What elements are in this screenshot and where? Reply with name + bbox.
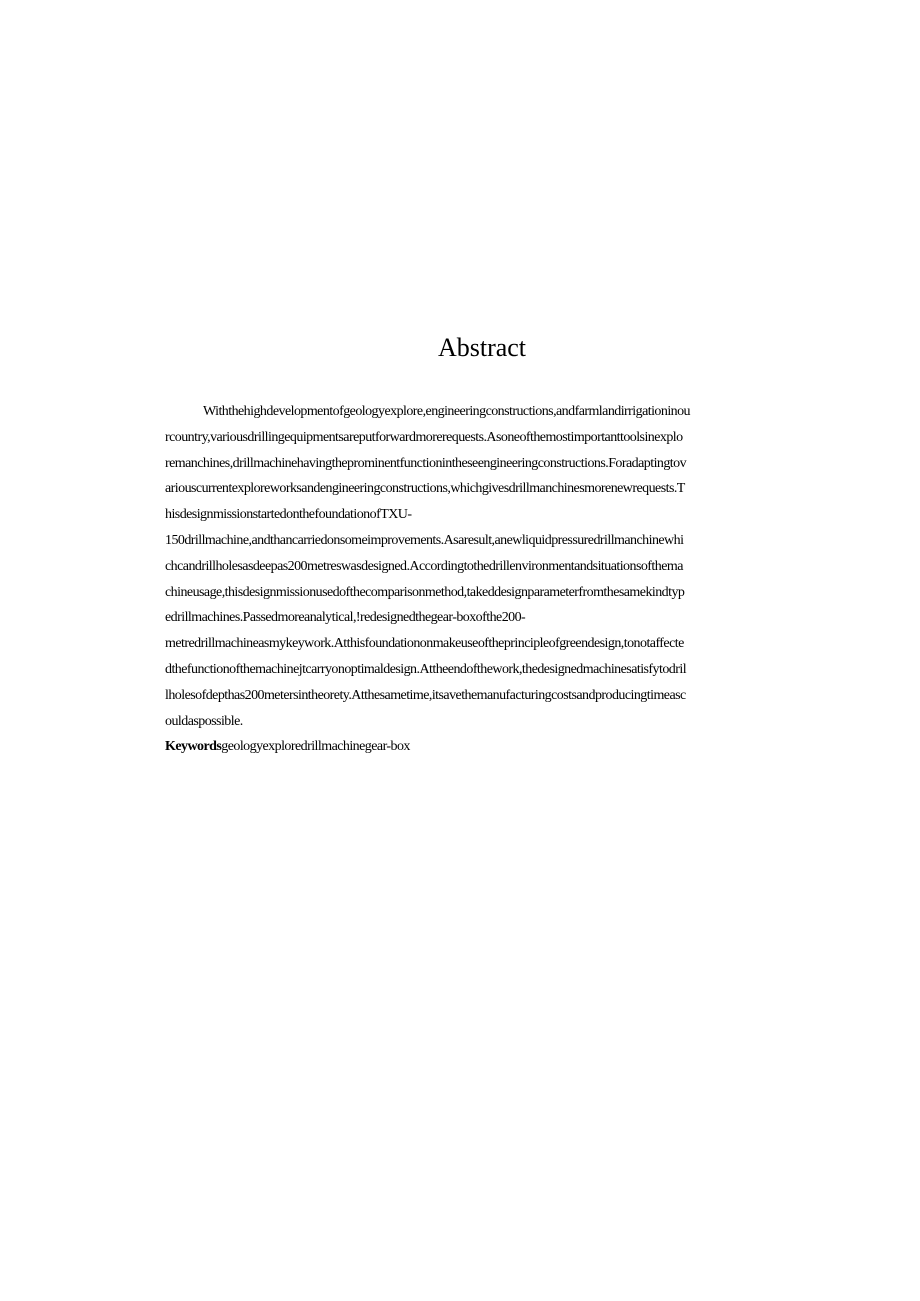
- keywords-label: Keywords: [165, 739, 222, 755]
- abstract-line: ariouscurrentexploreworksandengineeringconstructions,whichgivesdrillmanchinesmorenewrequests.T: [165, 481, 685, 497]
- abstract-line: edrillmachines.Passedmoreanalytical,!redesignedthegear-boxofthe200-: [165, 610, 526, 626]
- abstract-line: lholesofdepthas200metersintheorety.Atthesametime,itsavethemanufacturingcostsandproducingtimeasc: [165, 687, 686, 703]
- abstract-line: ouldaspossible.: [165, 713, 243, 729]
- abstract-line: chcandrillholesasdeepas200metreswasdesigned.Accordingtothedrillenvironmentandsituationsofthema: [165, 558, 683, 574]
- abstract-body: [165, 399, 805, 760]
- keywords-line: [165, 734, 805, 760]
- abstract-line: hisdesignmissionstartedonthefoundationofTXU-: [165, 507, 412, 523]
- abstract-title: Abstract: [437, 333, 527, 362]
- abstract-line: rcountry,variousdrillingequipmentsareputforwardmorerequests.Asoneofthemostimportanttoolsinexplo: [165, 429, 683, 445]
- abstract-line: metredrillmachineasmykeywork.Atthisfoundationonmakeuseoftheprincipleofgreendesign,tonotaffecte: [165, 636, 684, 652]
- abstract-line: dthefunctionofthemachinejtcarryonoptimaldesign.Attheendofthework,thedesignedmachinesatisfytodril: [165, 661, 687, 677]
- abstract-line: Withthehighdevelopmentofgeologyexplore,engineeringconstructions,andfarmlandirrigationinou: [203, 404, 691, 419]
- abstract-line: remanchines,drillmachinehavingtheprominentfunctionintheseengineeringconstructions.Foradaptingtov: [165, 455, 687, 471]
- abstract-line: 150drillmachine,andthancarriedonsomeimprovements.Asaresult,anewliquidpressuredrillmanchinewhi: [165, 532, 684, 548]
- keywords-text: geologyexploredrillmachinegear-box: [221, 739, 410, 755]
- abstract-line: chineusage,thisdesignmissionusedofthecomparisonmethod,takeddesignparameterfromthesamekindtyp: [165, 584, 685, 600]
